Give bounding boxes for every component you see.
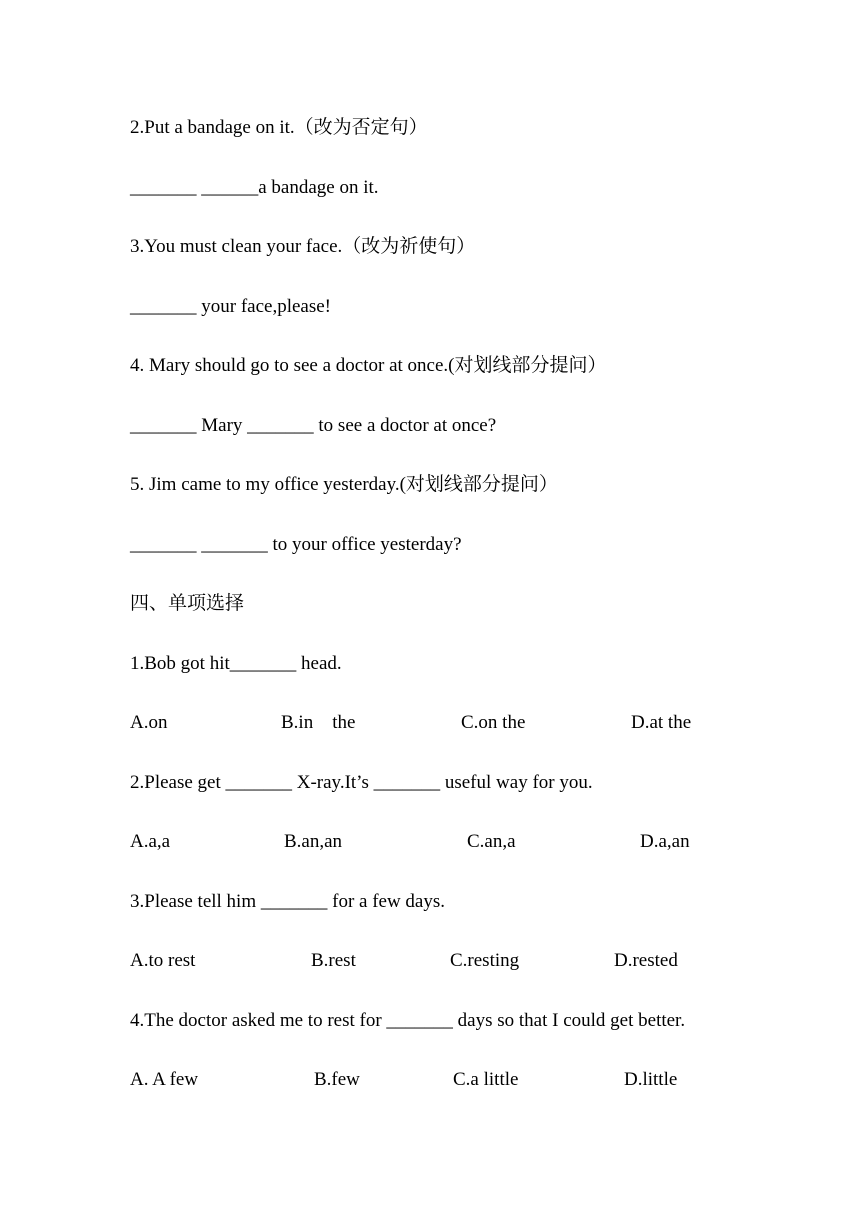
mc-question-2-stem: 2.Please get _______ X-ray.It’s _______ useful way for you. [130,772,593,793]
mc-question-3-stem: 3.Please tell him _______ for a few days. [130,891,446,912]
mc-question-4-option-d: D.little [624,1069,678,1090]
mc-question-3-option-d: D.rested [614,950,678,971]
mc-question-4-stem: 4.The doctor asked me to rest for _______ days so that I could get better. [130,1010,686,1031]
mc-question-3-option-b: B.rest [311,950,356,971]
question-3-prompt: 3.You must clean your face.（改为祈使句） [130,236,476,257]
mc-question-3-option-c: C.resting [450,950,520,971]
question-5-answer-line: _______ _______ to your office yesterday? [130,534,462,555]
section-heading: 四、单项选择 [130,593,245,614]
question-4-prompt: 4. Mary should go to see a doctor at once.(对划线部分提问） [130,355,607,376]
mc-question-3-option-a: A.to rest [130,950,196,971]
mc-question-1-stem: 1.Bob got hit_______ head. [130,653,342,674]
mc-question-4-option-b: B.few [314,1069,360,1090]
mc-question-2-option-a: A.a,a [130,831,171,852]
mc-question-2-option-c: C.an,a [467,831,516,852]
question-5-prompt: 5. Jim came to my office yesterday.(对划线部分提问） [130,474,558,495]
question-2-prompt: 2.Put a bandage on it.（改为否定句） [130,117,428,138]
mc-question-4-option-c: C.a little [453,1069,519,1090]
question-4-answer-line: _______ Mary _______ to see a doctor at once? [130,415,497,436]
question-2-answer-line: _______ ______a bandage on it. [130,177,379,198]
mc-question-1-option-a: A.on [130,712,168,733]
question-3-answer-line: _______ your face,please! [130,296,332,317]
mc-question-1-option-d: D.at the [631,712,692,733]
mc-question-2-option-d: D.a,an [640,831,690,852]
mc-question-1-option-b: B.in the [281,712,356,733]
mc-question-2-option-b: B.an,an [284,831,343,852]
mc-question-4-option-a: A. A few [130,1069,199,1090]
mc-question-1-option-c: C.on the [461,712,526,733]
